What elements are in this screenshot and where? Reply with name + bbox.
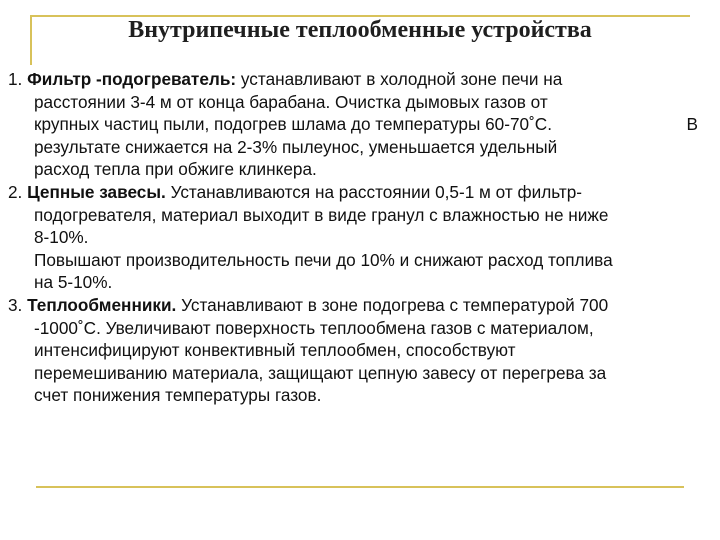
item-1-line-4: результате снижается на 2-3% пылеунос, уменьшается удельный <box>34 136 558 157</box>
item-1-term: Фильтр -подогреватель: <box>27 69 237 89</box>
item-3-term: Теплообменники. <box>27 294 177 315</box>
item-2-line-5: на 5-10%. <box>34 272 113 293</box>
item-3-line-2: -1000˚С. Увеличивают поверхность теплообмена газов с материалом, <box>34 317 594 338</box>
item-1-number: 1. <box>8 69 23 89</box>
slide-title: Внутрипечные теплообменные устройства <box>128 17 592 43</box>
item-1-line-1 <box>8 68 714 91</box>
item-2-line-4: Повышают производительность печи до 10% и снижают расход топлива <box>34 249 613 270</box>
item-3-line-4: перемешиванию материала, защищают цепную завесу от перегрева за <box>34 362 607 383</box>
item-2-line-2: подогревателя, материал выходит в виде гранул с влажностью не ниже <box>34 204 609 225</box>
item-1-text-1: устанавливают в холодной зоне печи на <box>236 69 563 89</box>
slide-content <box>8 68 714 407</box>
item-1-line-3 <box>8 113 714 136</box>
item-3-text-1: Устанавливают в зоне подогрева с температурой 700 <box>176 294 609 315</box>
item-3-line-3: интенсифицируют конвективный теплообмен, способствуют <box>34 340 516 361</box>
item-1-line-2: расстоянии 3-4 м от конца барабана. Очистка дымовых газов от <box>34 91 548 112</box>
item-1-text-3b: В <box>686 114 698 135</box>
item-2-line-1 <box>8 181 714 204</box>
item-3-line-5: счет понижения температуры газов. <box>34 385 322 406</box>
item-2-term: Цепные завесы. <box>27 181 166 202</box>
item-1-line-5: расход тепла при обжиге клинкера. <box>34 159 317 180</box>
item-2-text-1: Устанавливаются на расстоянии 0,5-1 м от фильтр- <box>165 181 583 202</box>
item-2-line-3: 8-10%. <box>34 227 89 248</box>
bottom-rule <box>36 486 684 488</box>
item-3-number: 3. <box>8 294 23 315</box>
item-1-text-3: крупных частиц пыли, подогрев шлама до температуры 60-70˚С. <box>34 114 552 135</box>
item-3-line-1 <box>8 294 714 317</box>
item-2-number: 2. <box>8 181 23 202</box>
